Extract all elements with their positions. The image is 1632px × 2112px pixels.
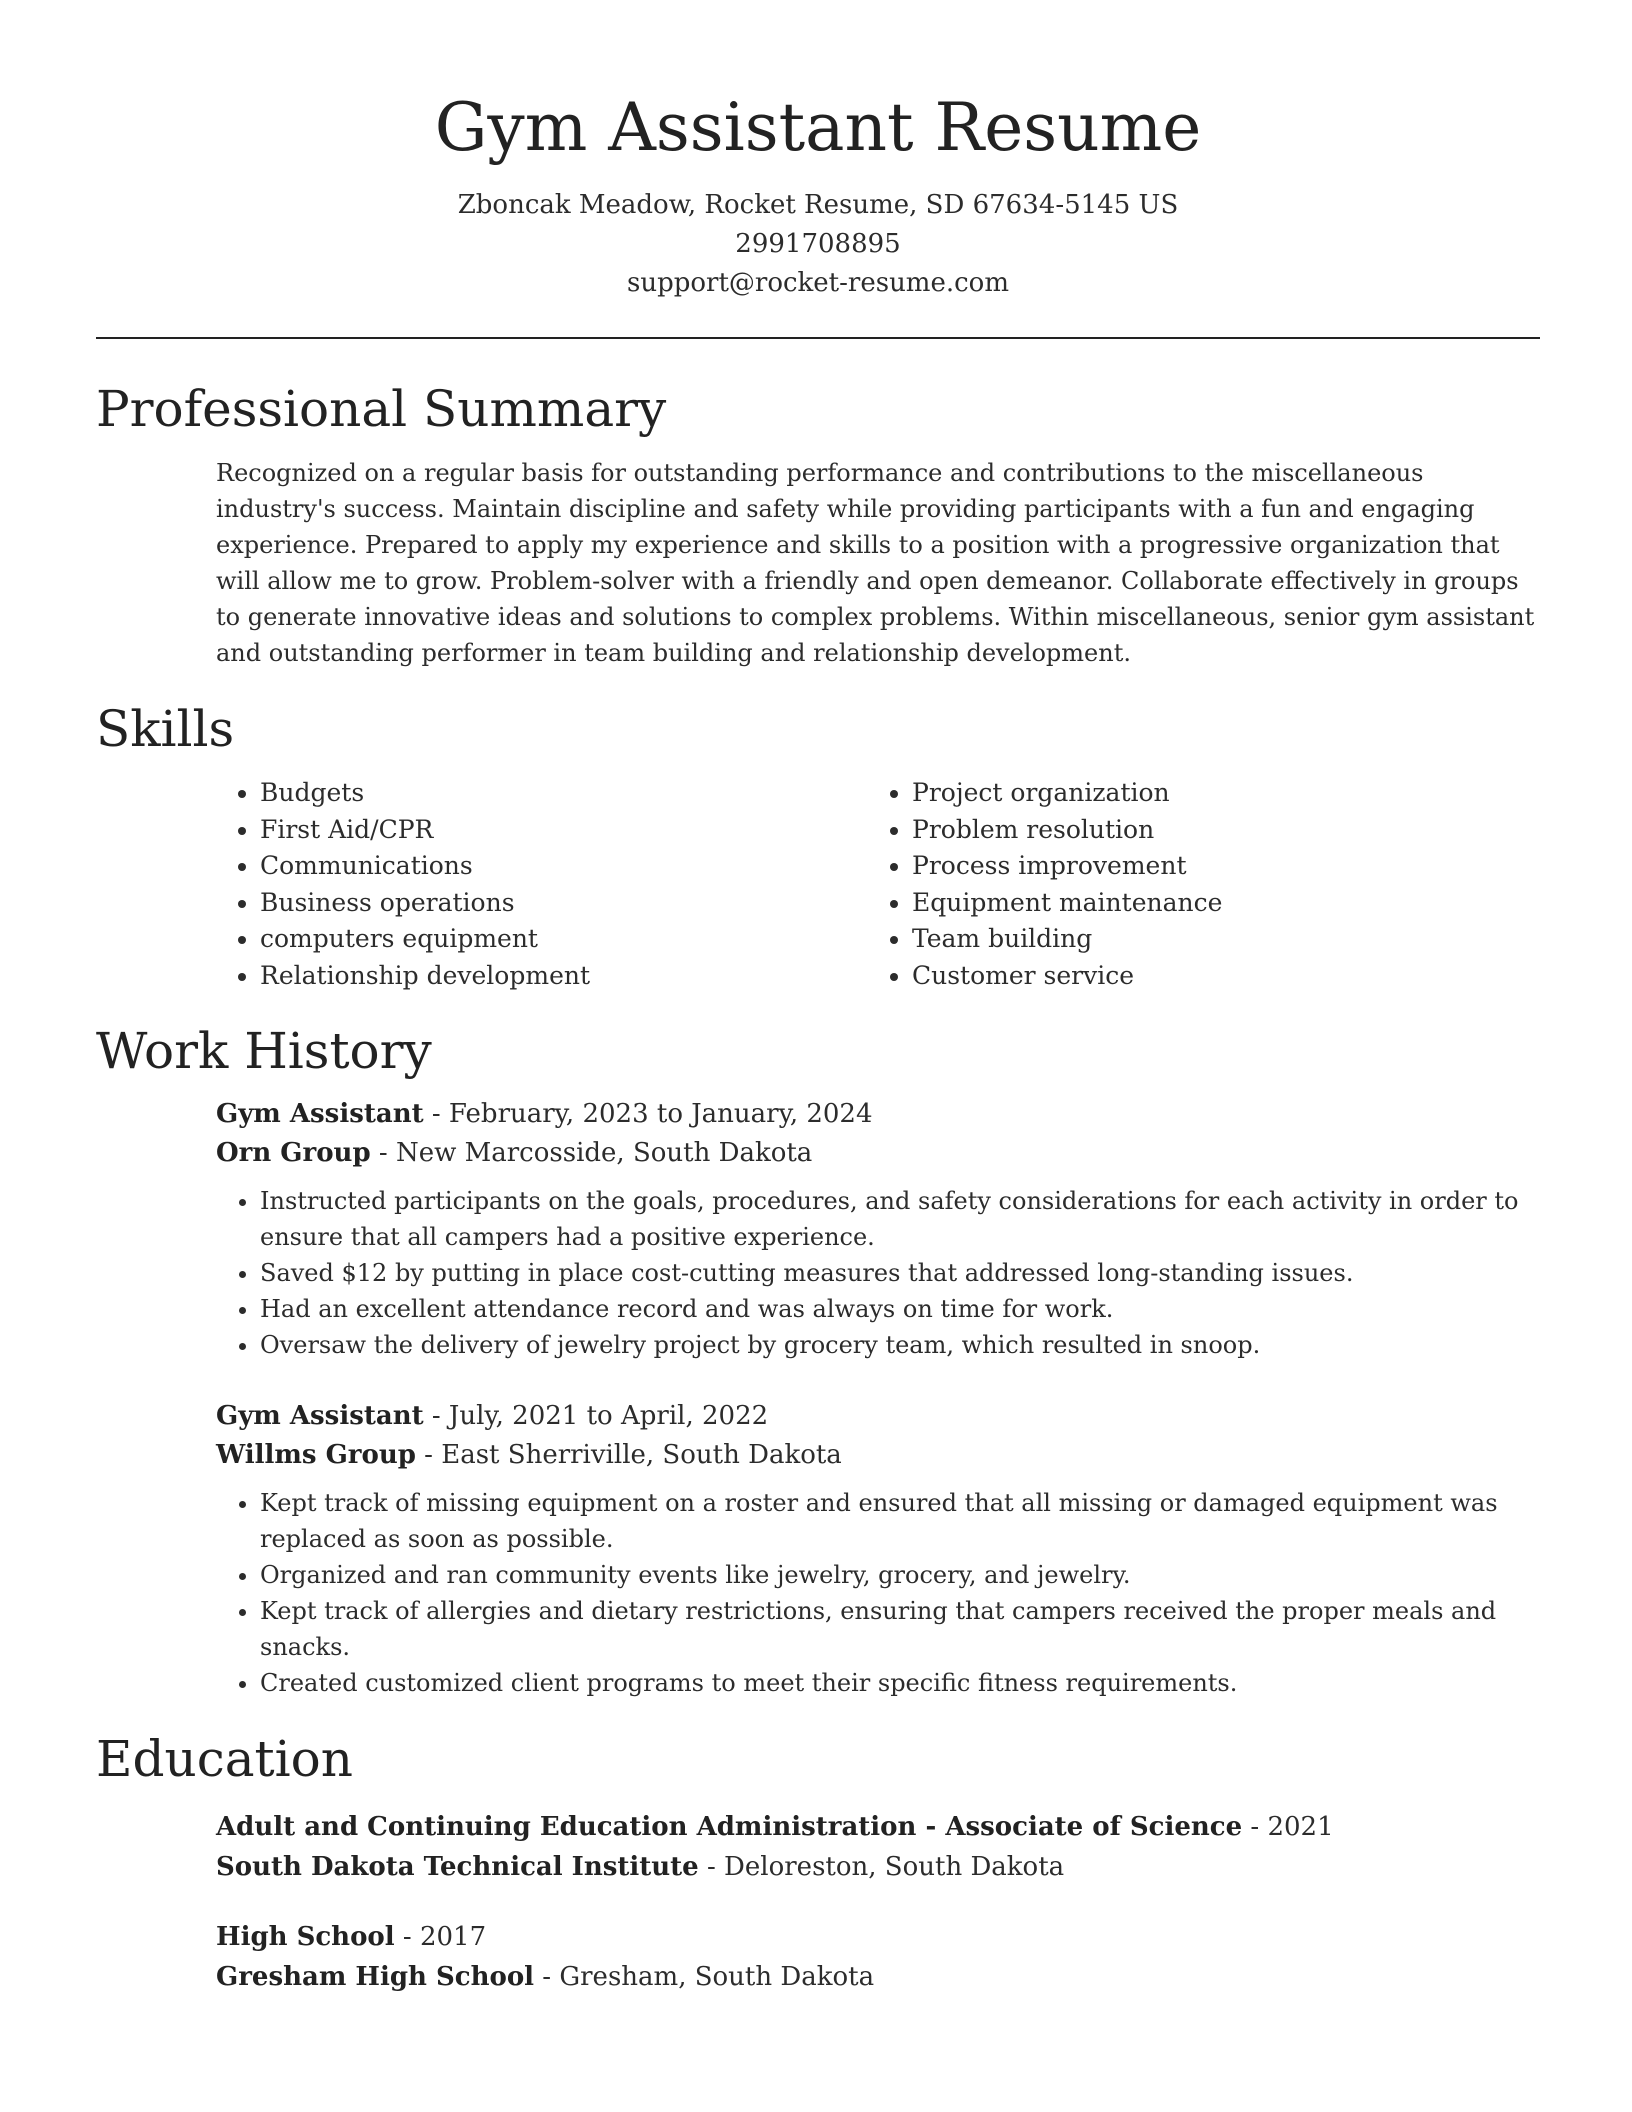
job-bullet: • Instructed participants on the goals, procedures, and safety considerations for each activity in order to ensure that all campers had a positive experience. — [260, 1183, 1550, 1255]
skill-item: • Communications — [260, 848, 868, 885]
education-year: - 2017 — [394, 1921, 487, 1952]
job-bullet: • Organized and ran community events like jewelry, grocery, and jewelry. — [260, 1557, 1550, 1593]
job-title-line — [216, 1397, 1540, 1436]
education-entry — [216, 1917, 1540, 1997]
job-entry — [216, 1095, 1540, 1363]
job-company: Willms Group — [216, 1439, 416, 1470]
education-location: - Gresham, South Dakota — [534, 1961, 875, 1992]
education-degree: High School — [216, 1921, 395, 1952]
skills-list — [216, 775, 1540, 995]
contact-info — [96, 186, 1540, 303]
job-location: - East Sherriville, South Dakota — [415, 1439, 842, 1470]
education-degree-line — [216, 1807, 1540, 1847]
skill-item: • Process improvement — [912, 848, 1512, 885]
job-dates: - July, 2021 to April, 2022 — [423, 1400, 769, 1431]
skills-column-left — [216, 775, 868, 995]
skill-item: • First Aid/CPR — [260, 812, 868, 849]
skill-item: • Equipment maintenance — [912, 885, 1512, 922]
job-entry — [216, 1397, 1540, 1701]
skill-item: • computers equipment — [260, 921, 868, 958]
job-bullet: • Oversaw the delivery of jewelry project by grocery team, which resulted in snoop. — [260, 1327, 1550, 1363]
job-company-line — [216, 1134, 1540, 1173]
skill-item: • Team building — [912, 921, 1512, 958]
job-location: - New Marcosside, South Dakota — [370, 1137, 813, 1168]
education-heading: Education — [96, 1729, 353, 1788]
skill-item: • Problem resolution — [912, 812, 1512, 849]
resume-header — [96, 0, 1540, 303]
job-bullet: • Had an excellent attendance record and was always on time for work. — [260, 1291, 1550, 1327]
resume-title: Gym Assistant Resume — [434, 89, 1202, 166]
header-divider — [96, 337, 1540, 339]
summary-heading: Professional Summary — [96, 380, 667, 438]
job-dates: - February, 2023 to January, 2024 — [423, 1098, 873, 1129]
education-school-line — [216, 1957, 1540, 1997]
contact-phone: 2991708895 — [735, 229, 901, 259]
job-bullets — [216, 1183, 1550, 1363]
skill-item: • Project organization — [912, 775, 1512, 812]
education-school: South Dakota Technical Institute — [216, 1851, 699, 1882]
skill-item: • Business operations — [260, 885, 868, 922]
summary-text: Recognized on a regular basis for outstanding performance and contributions to the miscellaneous industry's success. Maintain discipline and safety while providing participants with a fun and engaging experience. Prepared to apply my experience and skills to a position with a progressive organization that will allow me to grow. Problem-solver with a friendly and open demeanor. Collaborate effectively in groups to generate innovative ideas and solutions to complex problems. Within miscellaneous, senior gym assistant and outstanding performer in team building and relationship development. — [216, 459, 1535, 667]
resume-page — [96, 0, 1540, 1997]
skill-item: • Budgets — [260, 775, 868, 812]
education-degree-line — [216, 1917, 1540, 1957]
job-role: Gym Assistant — [216, 1400, 424, 1431]
education-entry — [216, 1807, 1540, 1887]
work-history-heading: Work History — [96, 1021, 432, 1080]
skill-item: • Relationship development — [260, 958, 868, 995]
skills-heading: Skills — [96, 700, 235, 758]
contact-address: Zboncak Meadow, Rocket Resume, SD 67634-5145 US — [457, 190, 1179, 220]
education-location: - Deloreston, South Dakota — [698, 1851, 1065, 1882]
job-bullet: • Saved $12 by putting in place cost-cutting measures that addressed long-standing issues. — [260, 1255, 1550, 1291]
education-degree: Adult and Continuing Education Administration - Associate of Science — [216, 1811, 1243, 1842]
job-bullet: • Kept track of allergies and dietary restrictions, ensuring that campers received the proper meals and snacks. — [260, 1593, 1550, 1665]
job-bullet: • Kept track of missing equipment on a roster and ensured that all missing or damaged equipment was replaced as soon as possible. — [260, 1485, 1550, 1557]
education-year: - 2021 — [1242, 1811, 1334, 1842]
job-bullet: • Created customized client programs to meet their specific fitness requirements. — [260, 1665, 1550, 1701]
job-bullets — [216, 1485, 1550, 1701]
job-company-line — [216, 1436, 1540, 1475]
education-school-line — [216, 1847, 1540, 1887]
job-company: Orn Group — [216, 1137, 371, 1168]
contact-email: support@rocket-resume.com — [626, 268, 1009, 298]
skills-column-right — [868, 775, 1512, 995]
job-role: Gym Assistant — [216, 1098, 424, 1129]
job-title-line — [216, 1095, 1540, 1134]
skill-item: • Customer service — [912, 958, 1512, 995]
education-school: Gresham High School — [216, 1961, 535, 1992]
